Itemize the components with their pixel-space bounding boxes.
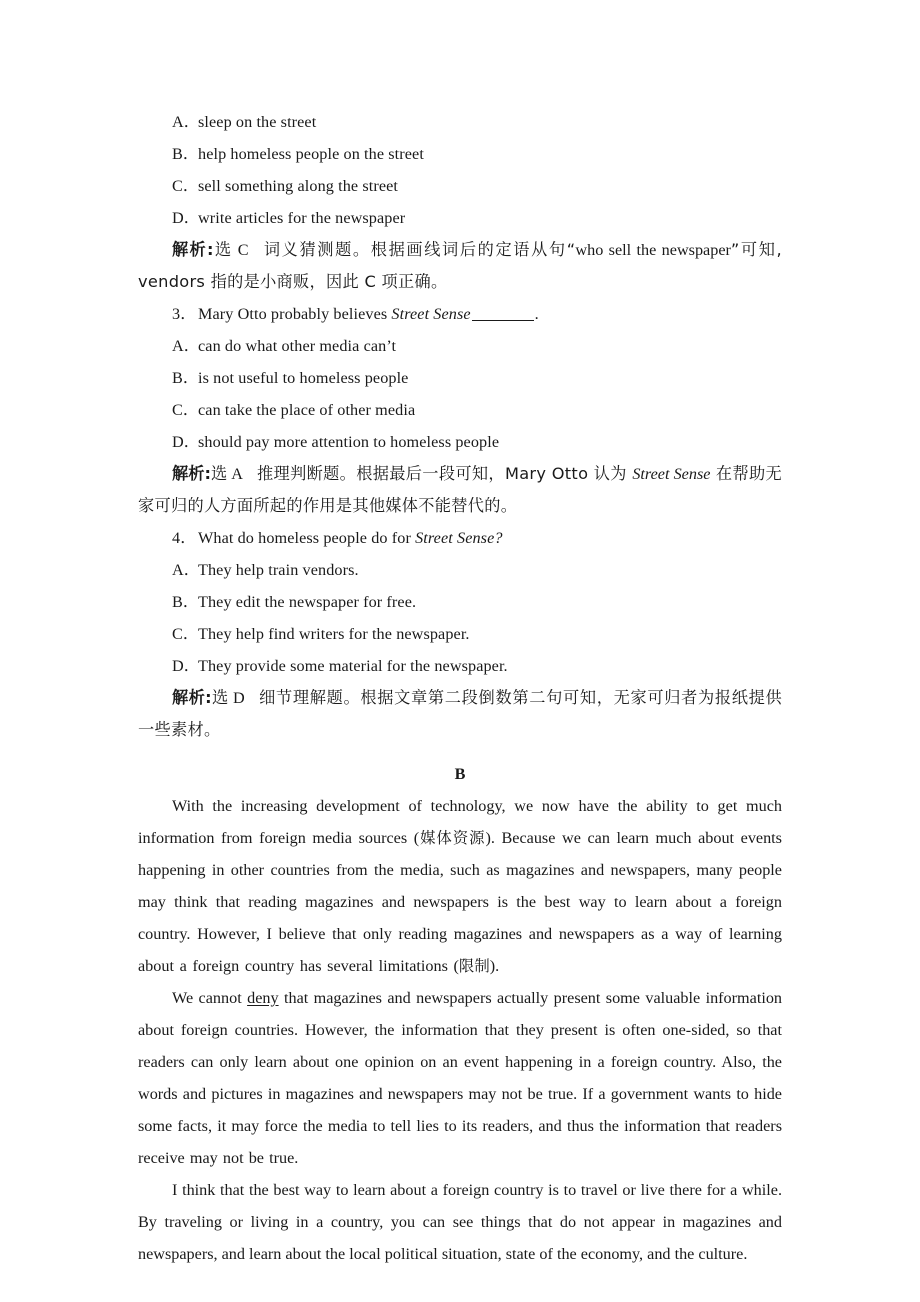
option-label: B． (172, 145, 200, 163)
passage-text-run: ). Because we can learn much about events happening in other countries from the media, such as magazines and newspapers, many people may think that reading magazines and newspapers is the best way to learn about a foreign country. However, I believe that only reading magazines and newspapers as a way of learning about a foreign country has several limitations ( (138, 829, 782, 975)
underlined-word: deny (247, 989, 279, 1007)
analysis-block-q2 (138, 234, 782, 298)
option-label: D． (172, 657, 201, 675)
option-text: write articles for the newspaper (198, 209, 406, 227)
option-label: D． (172, 433, 201, 451)
option-label: C． (172, 625, 200, 643)
question-stem-4 (138, 522, 782, 554)
document-content (138, 106, 782, 1270)
option-text: sleep on the street (198, 113, 317, 131)
spacer (138, 746, 782, 752)
option-row (138, 618, 782, 650)
option-text: can take the place of other media (198, 401, 416, 419)
analysis-text-before: 词义猜测题。根据画线词后的定语从句“ (262, 240, 576, 259)
question-text-after: . (534, 305, 539, 323)
option-label: A． (172, 113, 201, 131)
option-row (138, 330, 782, 362)
option-row (138, 362, 782, 394)
option-text: They provide some material for the newspaper. (198, 657, 508, 675)
analysis-text-after: ”可知, vendors 指的是小商贩，因此 C 项正确。 (138, 240, 782, 291)
passage-section-heading: B (454, 765, 466, 783)
option-row (138, 554, 782, 586)
question-number: 4． (172, 529, 197, 547)
option-text: They edit the newspaper for free. (198, 593, 417, 611)
option-row (138, 106, 782, 138)
passage-text-run: I think that the best way to learn about a foreign country is to travel or live there for a while. By traveling or living in a country, you can see things that do not appear in magazines and newspapers, and learn about the local political situation, state of the economy, and the culture. (138, 1181, 782, 1263)
option-row (138, 586, 782, 618)
passage-text-run: With the increasing development of technology, we now have the ability to get much information from foreign media sources ( (138, 797, 782, 847)
chinese-gloss: 限制 (458, 957, 490, 975)
analysis-italic-title: Street Sense (632, 465, 711, 483)
analysis-quoted-english: who sell the newspaper (575, 241, 731, 259)
chinese-gloss: 媒体资源 (419, 829, 486, 847)
passage-paragraph-1 (138, 790, 782, 982)
passage-text-run: ). (489, 957, 500, 975)
analysis-block-q4 (138, 682, 782, 746)
analysis-label: 解析: (172, 240, 214, 259)
option-row (138, 202, 782, 234)
question-text-before: What do homeless people do for (198, 529, 416, 547)
question-text-before: Mary Otto probably believes (198, 305, 392, 323)
analysis-label: 解析: (172, 464, 211, 483)
passage-paragraph-2 (138, 982, 782, 1174)
option-label: C． (172, 177, 200, 195)
option-text: should pay more attention to homeless people (198, 433, 500, 451)
option-label: B． (172, 593, 200, 611)
option-text: They help train vendors. (198, 561, 359, 579)
question-stem-3 (138, 298, 782, 330)
option-text: help homeless people on the street (198, 145, 424, 163)
analysis-part-2: 在帮助无家可归的人方面所起的作用是其他媒体不能替代的。 (138, 464, 782, 515)
option-label: B． (172, 369, 200, 387)
option-label: A． (172, 337, 201, 355)
analysis-choice: 选 C (213, 241, 249, 259)
analysis-label: 解析: (172, 688, 212, 707)
analysis-text: 细节理解题。根据文章第二段倒数第二句可知，无家可归者为报纸提供一些素材。 (138, 688, 782, 739)
analysis-choice: 选 A (210, 465, 243, 483)
option-text: can do what other media can’t (198, 337, 397, 355)
option-label: A． (172, 561, 201, 579)
option-row (138, 650, 782, 682)
option-row (138, 170, 782, 202)
question-title-italic: Street Sense? (415, 529, 503, 547)
analysis-part-1: 推理判断题。根据最后一段可知，Mary Otto 认为 (256, 464, 633, 483)
passage-paragraph-3 (138, 1174, 782, 1270)
option-label: D． (172, 209, 201, 227)
analysis-choice: 选 D (211, 689, 245, 707)
option-text: is not useful to homeless people (198, 369, 409, 387)
option-row (138, 138, 782, 170)
option-label: C． (172, 401, 200, 419)
passage-text-run: that magazines and newspapers actually present some valuable information about foreign countries. However, the information that they present is often one-sided, so that readers can only learn about one opinion on an event happening in a foreign country. Also, the words and pictures in magazines and newspapers may not be true. If a government wants to hide some facts, it may force the media to tell lies to its readers, and thus the information that readers receive may not be true. (138, 989, 783, 1167)
passage-text-run: We cannot (172, 989, 248, 1007)
option-text: sell something along the street (198, 177, 399, 195)
question-number: 3． (172, 305, 197, 323)
option-row (138, 426, 782, 458)
analysis-block-q3 (138, 458, 782, 522)
answer-blank (472, 320, 534, 321)
question-title-italic: Street Sense (391, 305, 471, 323)
option-text: They help find writers for the newspaper. (198, 625, 470, 643)
option-row (138, 394, 782, 426)
